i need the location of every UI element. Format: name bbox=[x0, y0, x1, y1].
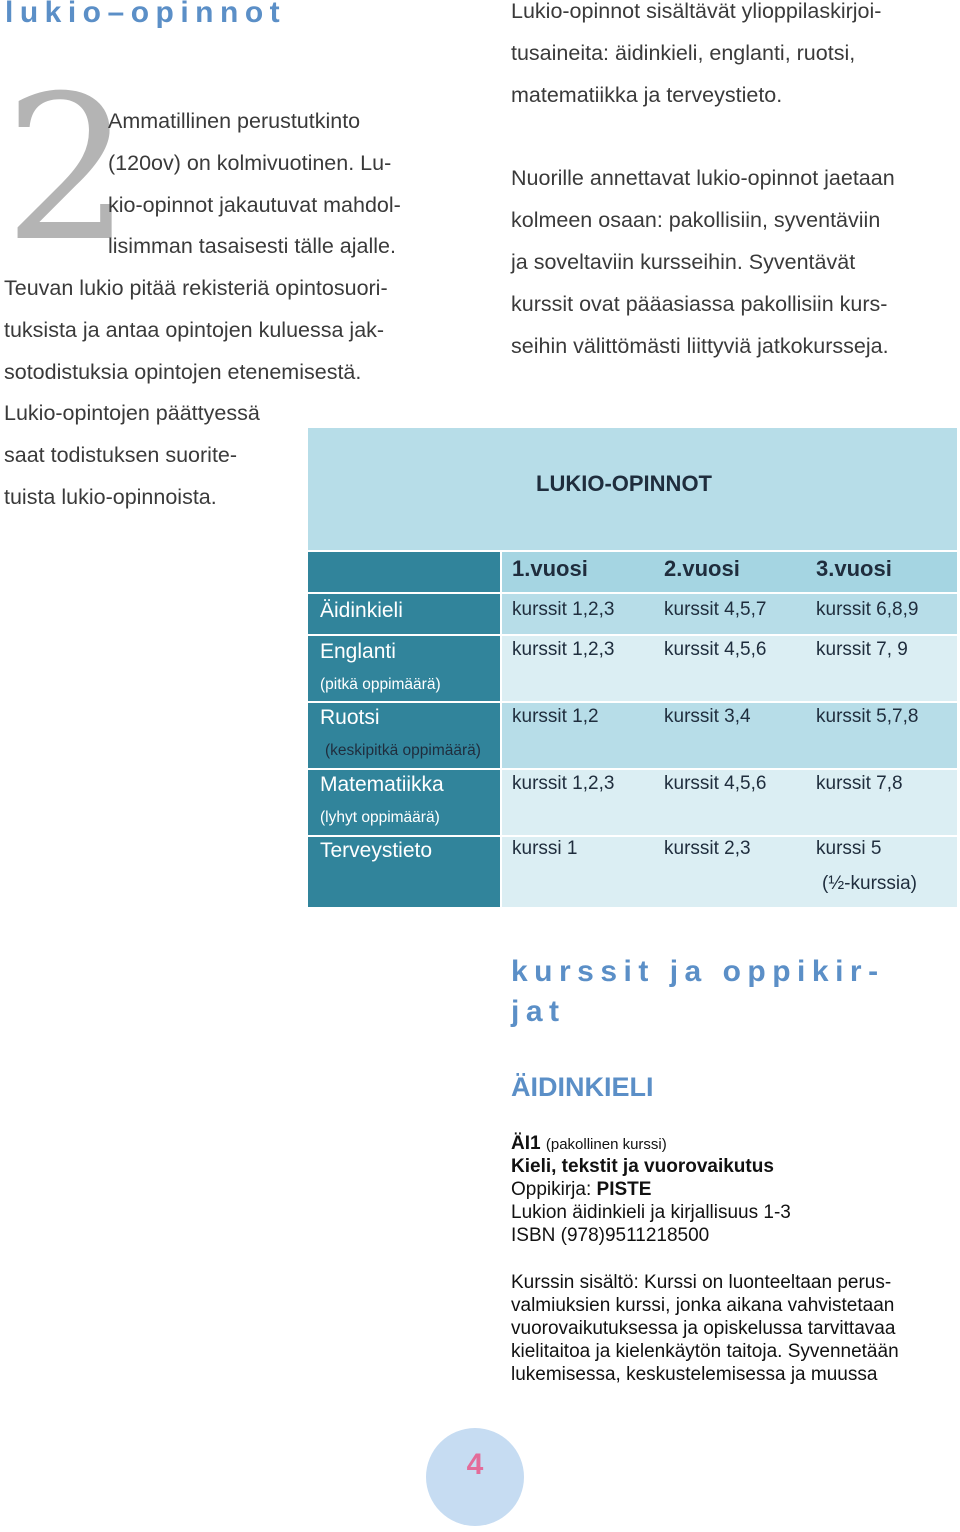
table-heading: LUKIO-OPINNOT bbox=[536, 471, 712, 496]
table-row bbox=[308, 770, 957, 835]
subject-note: (lyhyt oppimäärä) bbox=[320, 809, 440, 826]
section-heading: ÄIDINKIELI bbox=[511, 1072, 654, 1102]
left-text-line: lisimman tasaisesti tälle ajalle. bbox=[108, 234, 396, 258]
values-cell bbox=[502, 594, 957, 634]
right-text-line: seihin välittömästi liittyviä jatkokursseja. bbox=[511, 334, 889, 358]
course-content-line: valmiuksien kurssi, jonka aikana vahvistetaan bbox=[511, 1295, 895, 1316]
column-header: 1.vuosi bbox=[512, 556, 588, 581]
course-code-line bbox=[511, 1132, 667, 1156]
table-header-row bbox=[308, 552, 957, 592]
courses-title bbox=[511, 952, 951, 1032]
values-cell bbox=[502, 703, 957, 768]
left-text-line: saat todistuksen suorite- bbox=[4, 443, 238, 467]
left-text-line: Ammatillinen perustutkinto bbox=[108, 109, 361, 133]
right-text-line: tusaineita: äidinkieli, englanti, ruotsi, bbox=[511, 41, 856, 65]
subject-name: Englanti bbox=[320, 640, 396, 663]
subject-cell bbox=[308, 636, 500, 701]
course-name-text: Kieli, tekstit ja vuorovaikutus bbox=[511, 1156, 774, 1177]
book-line bbox=[511, 1178, 651, 1201]
course-code-note: (pakollinen kurssi) bbox=[545, 1136, 667, 1153]
left-text-line: Teuvan lukio pitää rekisteriä opintosuori- bbox=[4, 276, 388, 300]
course-cell: kurssi 1 bbox=[512, 838, 578, 859]
subject-name: Matematiikka bbox=[320, 773, 444, 796]
course-cell: kurssit 7, 9 bbox=[816, 639, 908, 660]
course-cell: kurssit 4,5,7 bbox=[664, 599, 767, 620]
table-row bbox=[308, 594, 957, 634]
subject-cell bbox=[308, 837, 500, 907]
left-text-line: tuksista ja antaa opintojen kuluessa jak- bbox=[4, 318, 385, 342]
courses-title-line: jat bbox=[511, 995, 566, 1028]
table-row bbox=[308, 636, 957, 701]
values-cell bbox=[502, 837, 957, 907]
course-cell-note: (½-kurssia) bbox=[822, 873, 918, 894]
course-name bbox=[511, 1155, 774, 1178]
subject-name: Ruotsi bbox=[320, 706, 380, 729]
book-label: Oppikirja: bbox=[511, 1179, 592, 1200]
left-text-line: tuista lukio-opinnoista. bbox=[4, 485, 217, 509]
subject-note: (pitkä oppimäärä) bbox=[320, 676, 441, 693]
column-header: 3.vuosi bbox=[816, 556, 892, 581]
course-cell: kurssit 4,5,6 bbox=[664, 773, 767, 794]
table-row bbox=[308, 837, 957, 907]
course-cell: kurssi 5 bbox=[816, 838, 882, 859]
right-text-line: Lukio-opinnot sisältävät ylioppilaskirjoi- bbox=[511, 0, 882, 23]
subject-note: (keskipitkä oppimäärä) bbox=[325, 742, 481, 759]
right-text-line: kolmeen osaan: pakollisiin, syventäviin bbox=[511, 208, 881, 232]
right-text-line: Nuorille annettavat lukio-opinnot jaetaan bbox=[511, 166, 895, 190]
table-header-values bbox=[502, 552, 957, 592]
course-cell: kurssit 6,8,9 bbox=[816, 599, 919, 620]
right-text-line: kurssit ovat pääasiassa pakollisiin kurs- bbox=[511, 292, 888, 316]
book-subtitle: Lukion äidinkieli ja kirjallisuus 1-3 bbox=[511, 1202, 791, 1223]
course-cell: kurssit 2,3 bbox=[664, 838, 751, 859]
subject-cell bbox=[308, 594, 500, 634]
course-cell: kurssit 3,4 bbox=[664, 706, 751, 727]
column-header: 2.vuosi bbox=[664, 556, 740, 581]
page-title: lukio–opinnot bbox=[5, 0, 287, 29]
subject-name: Terveystieto bbox=[320, 839, 433, 862]
subject-name: Äidinkieli bbox=[320, 599, 403, 622]
course-code: ÄI1 bbox=[511, 1133, 541, 1154]
left-text-line: (120ov) on kolmivuotinen. Lu- bbox=[108, 151, 392, 175]
table-header-subject-cell bbox=[308, 552, 500, 592]
course-cell: kurssit 1,2 bbox=[512, 706, 599, 727]
subject-cell bbox=[308, 770, 500, 835]
values-cell bbox=[502, 770, 957, 835]
right-text-line: ja soveltaviin kursseihin. Syventävät bbox=[511, 250, 856, 274]
course-cell: kurssit 7,8 bbox=[816, 773, 903, 794]
course-cell: kurssit 1,2,3 bbox=[512, 639, 615, 660]
book-isbn: ISBN (978)9511218500 bbox=[511, 1225, 710, 1246]
book-name: PISTE bbox=[596, 1179, 652, 1200]
course-content-line: Kurssin sisältö: Kurssi on luonteeltaan perus- bbox=[511, 1272, 892, 1293]
drop-cap-number: 2 bbox=[4, 53, 132, 286]
course-content-line: vuorovaikutuksessa ja opiskelussa tarvittavaa bbox=[511, 1318, 896, 1339]
page-number: 4 bbox=[466, 1448, 484, 1481]
course-cell: kurssit 1,2,3 bbox=[512, 599, 615, 620]
course-cell: kurssit 5,7,8 bbox=[816, 706, 919, 727]
course-cell: kurssit 1,2,3 bbox=[512, 773, 615, 794]
course-content-line: lukemisessa, keskustelemisessa ja muussa bbox=[511, 1364, 878, 1385]
left-text-line: Lukio-opintojen päättyessä bbox=[4, 401, 260, 425]
course-cell: kurssit 4,5,6 bbox=[664, 639, 767, 660]
right-text-line: matematiikka ja terveystieto. bbox=[511, 83, 783, 107]
course-content-line: kielitaitoa ja kielenkäytön taitoja. Syvennetään bbox=[511, 1341, 899, 1362]
courses-title-line: kurssit ja oppikir- bbox=[511, 955, 885, 988]
left-text-line: kio-opinnot jakautuvat mahdol- bbox=[108, 193, 401, 217]
left-text-line: sotodistuksia opintojen etenemisestä. bbox=[4, 360, 362, 384]
values-cell bbox=[502, 636, 957, 701]
